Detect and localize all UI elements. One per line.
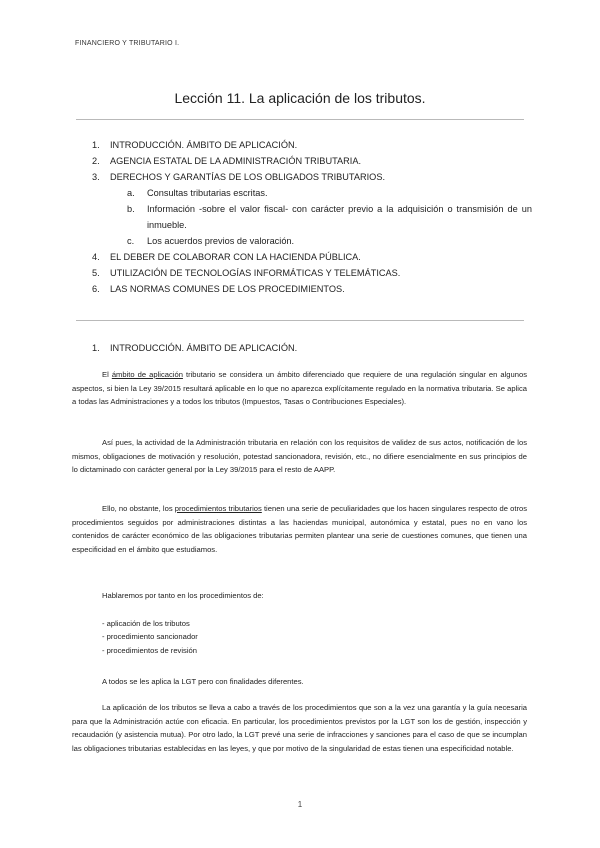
section-heading: 1. INTRODUCCIÓN. ÁMBITO DE APLICACIÓN. [92,343,298,353]
toc-subitem-b: b. Información -sobre el valor fiscal- con carácter previo a la adquisición o transmisión de un inmueble. [127,204,532,230]
paragraph-2: Así pues, la actividad de la Administración tributaria en relación con los requisitos de validez de sus actos, notificación de los mismos, obligaciones de motivación y resolución, potestad sancionadora, revisión, etc., no difiere esencialmente en sus principios de lo dictaminado con carácter general por la Ley 39/2015 para el resto de AAPP. [72,438,527,475]
toc-item-1: 1. INTRODUCCIÓN. ÁMBITO DE APLICACIÓN. [92,140,298,150]
paragraph-4: Hablaremos por tanto en los procedimientos de: [102,591,264,600]
paragraph-3: Ello, no obstante, los procedimientos tributarios tienen una serie de peculiaridades que los hacen singulares respecto de otros procedimientos seguidos por administraciones distintas a las haciendas municipal, autonómica y estatal, pues no en vano los contenidos de carácter económico de las obligaciones tributarias permiten plantear una serie de cuestiones comunes, que tienen una especificidad en el ámbito que estudiamos. [72,504,528,555]
divider-middle [76,320,524,321]
toc-item-4: 4. EL DEBER DE COLABORAR CON LA HACIENDA PÚBLICA. [92,252,361,262]
paragraph-6: La aplicación de los tributos se lleva a cabo a través de los procedimientos que son a la vez una garantía y la guía necesaria para que la Administración actúe con eficacia. En particular, los procedimientos previstos por la LGT son los de gestión, inspección y recaudación (y asistencia mutua). Por otro lado, la LGT prevé una serie de infracciones y sanciones para el caso de que se incumplan las obligaciones tributarias establecidas en las leyes, y que por motivo de la singularidad de estas tienen una especificidad notable. [72,703,527,754]
page-number: 1 [297,800,303,809]
list-item: - aplicación de los tributos [102,619,190,628]
table-of-contents [92,137,532,297]
toc-item-2: 2. AGENCIA ESTATAL DE LA ADMINISTRACIÓN TRIBUTARIA. [92,156,361,166]
toc-item-5: 5. UTILIZACIÓN DE TECNOLOGÍAS INFORMÁTICAS Y TELEMÁTICAS. [92,268,401,278]
running-header: FINANCIERO Y TRIBUTARIO I. [75,40,180,47]
paragraph-1: El ámbito de aplicación tributario se considera un ámbito diferenciado que requiere de una regulación singular en algunos aspectos, si bien la Ley 39/2015 resultará aplicable en lo que no aparezca explícitamente regulado en la normativa tributaria. Se aplica a todas las Administraciones y a todos los tributos (Impuestos, Tasas o Contribuciones Especiales). [72,370,527,407]
underlined-term: ámbito de aplicación [111,370,183,379]
toc-subitem-a: a. Consultas tributarias escritas. [127,188,268,198]
toc-item-6: 6. LAS NORMAS COMUNES DE LOS PROCEDIMIENTOS. [92,284,345,294]
procedure-list [102,617,198,657]
paragraph-5: A todos se les aplica la LGT pero con finalidades diferentes. [102,677,304,686]
list-item: - procedimiento sancionador [102,632,198,642]
toc-subitem-c: c. Los acuerdos previos de valoración. [127,236,295,246]
underlined-term: procedimientos tributarios [174,504,262,513]
list-item: - procedimientos de revisión [102,645,197,655]
divider-top [76,119,524,120]
toc-item-3: 3. DERECHOS Y GARANTÍAS DE LOS OBLIGADOS TRIBUTARIOS. [92,172,386,182]
page-title: Lección 11. La aplicación de los tributos. [174,90,426,106]
